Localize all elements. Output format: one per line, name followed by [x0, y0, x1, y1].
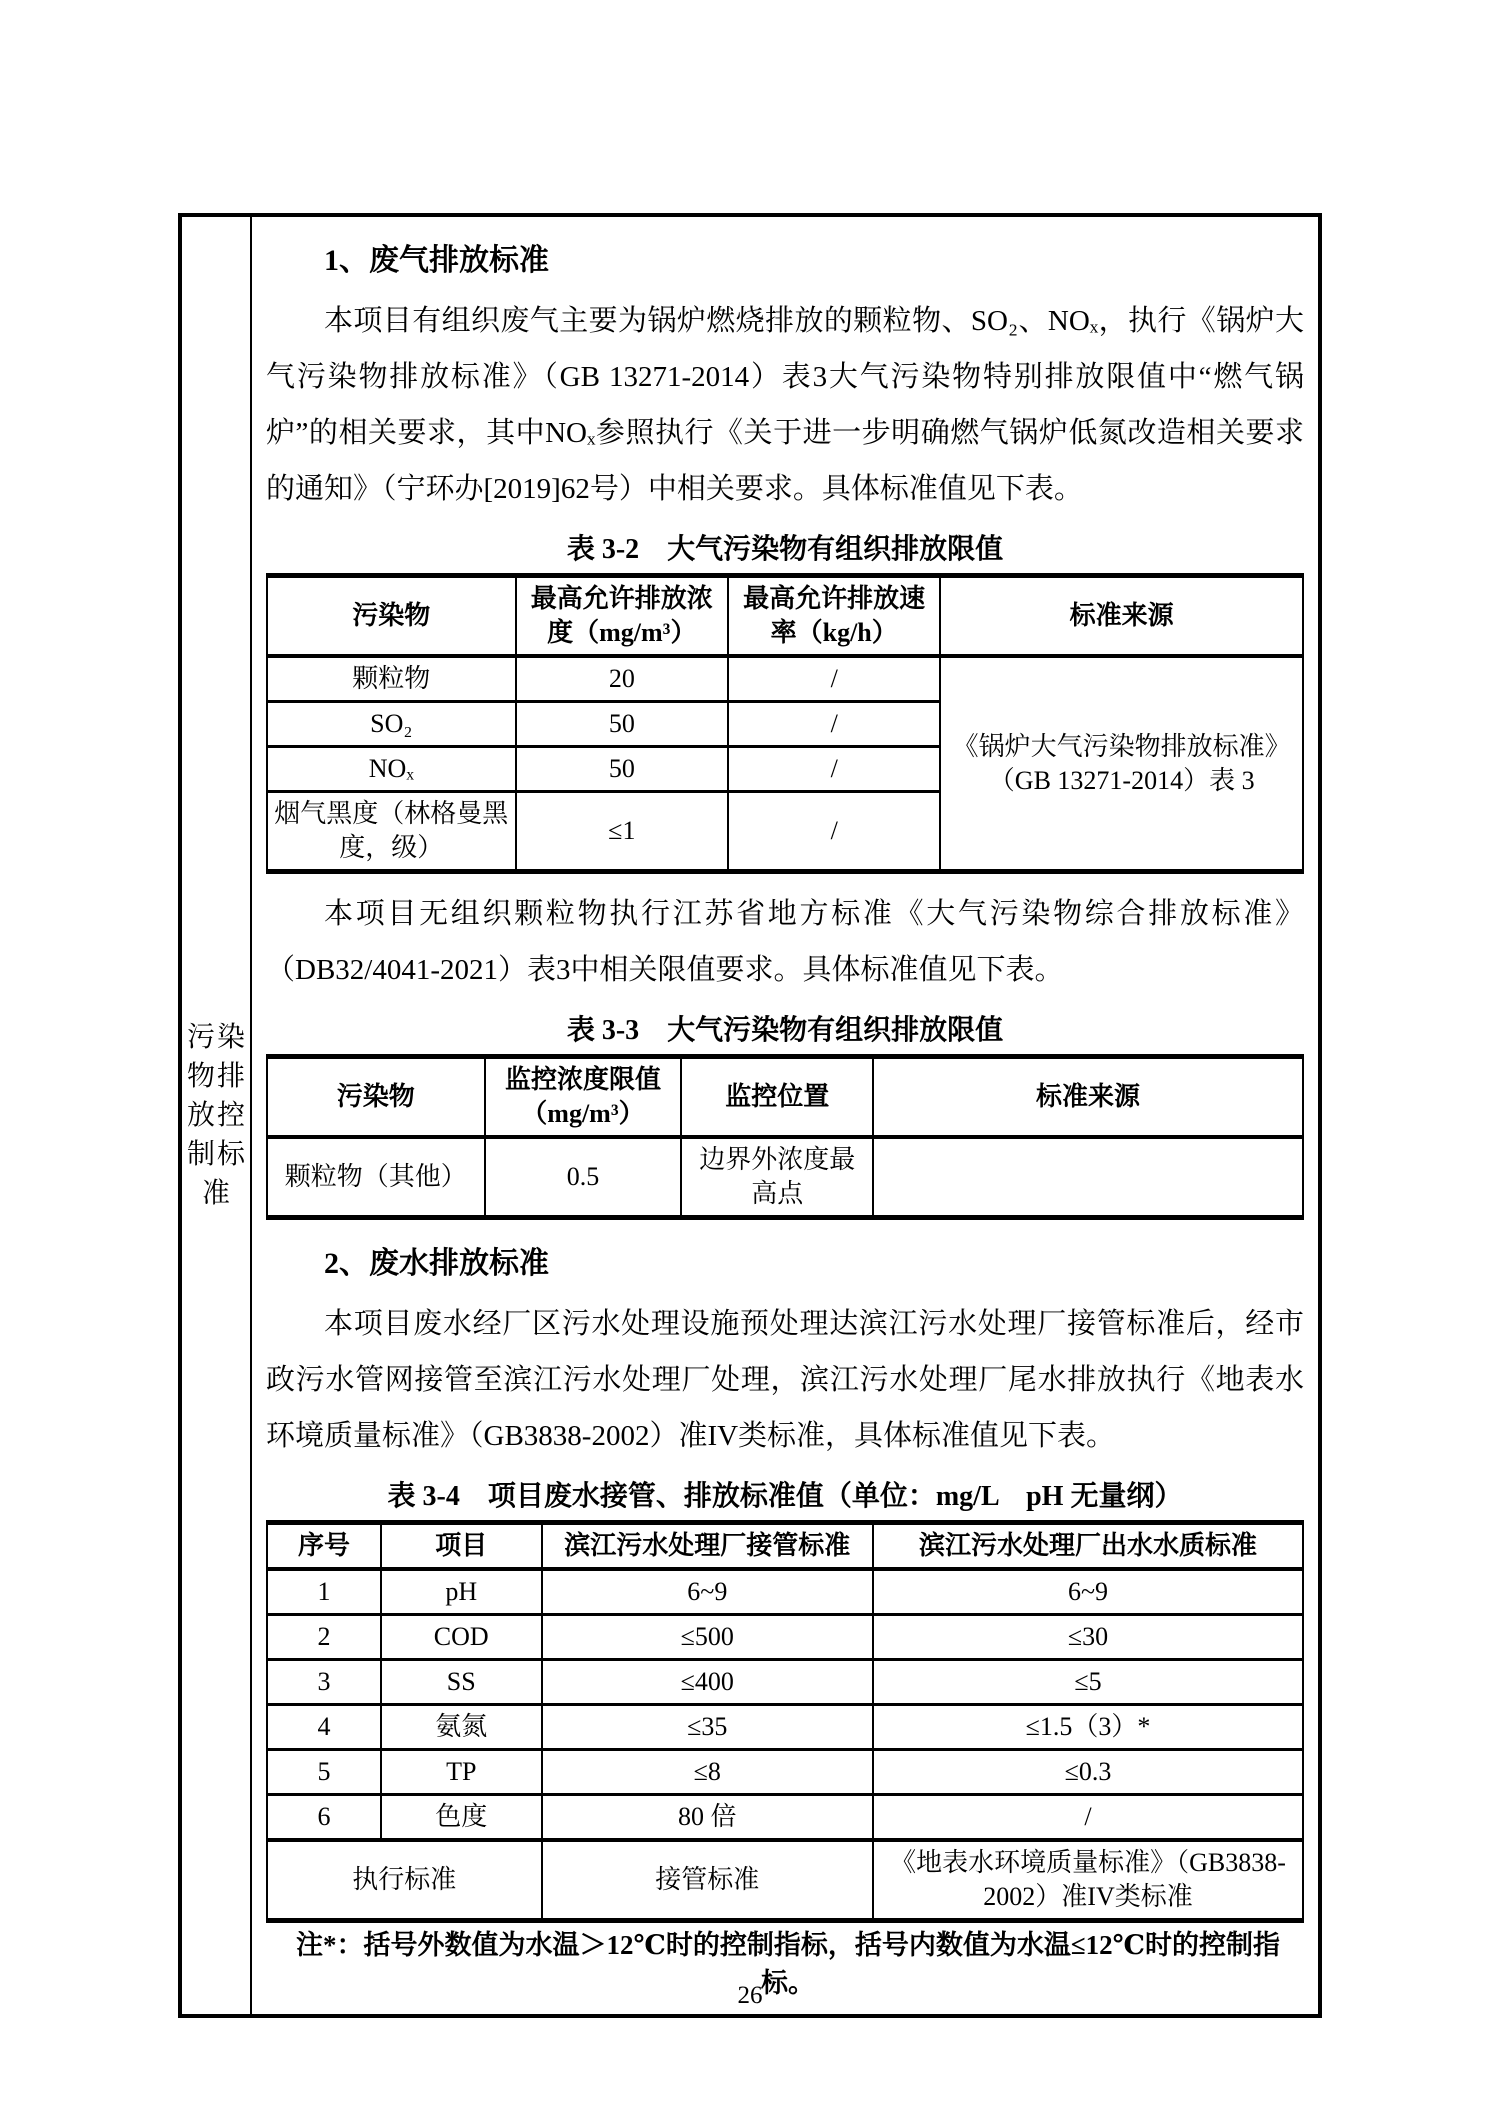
table-3-2: [266, 573, 1304, 874]
data-cell: 6~9: [873, 1569, 1303, 1615]
data-cell: 颗粒物: [267, 656, 516, 702]
header-cell: 标准来源: [873, 1057, 1303, 1138]
table-3-4-caption: 表 3-4 项目废水接管、排放标准值（单位：mg/L pH 无量纲）: [387, 1481, 1183, 1512]
data-cell: /: [873, 1795, 1303, 1841]
data-cell: ≤8: [542, 1750, 874, 1795]
data-cell: 边界外浓度最高点: [681, 1137, 873, 1218]
data-cell: 50: [516, 747, 728, 792]
table-footer-row: [267, 1840, 1303, 1921]
header-cell: 监控位置: [681, 1057, 873, 1138]
table-row: [267, 1137, 1303, 1218]
data-cell: 烟气黑度（林格曼黑度，级）: [267, 792, 516, 872]
table-row: [267, 1795, 1303, 1841]
data-cell: 50: [516, 702, 728, 747]
data-cell: ≤1: [516, 792, 728, 872]
page-number: 26: [737, 1982, 763, 2009]
data-cell: 3: [267, 1660, 381, 1705]
data-cell: NOₓ: [267, 747, 516, 792]
data-cell: SS: [381, 1660, 542, 1705]
data-cell: /: [728, 792, 940, 872]
data-cell: SO₂: [267, 702, 516, 747]
table-3-4: [266, 1520, 1304, 1923]
table-row: [267, 1660, 1303, 1705]
header-cell: 滨江污水处理厂接管标准: [542, 1523, 874, 1570]
header-cell: 最高允许排放浓度（mg/m³）: [516, 576, 728, 657]
data-cell: ≤1.5（3）*: [873, 1705, 1303, 1750]
header-cell: 污染物: [267, 576, 516, 657]
section-1-heading: 1、废气排放标准: [324, 244, 549, 277]
table-row: [267, 656, 1303, 702]
data-cell: TP: [381, 1750, 542, 1795]
data-cell: [873, 1137, 1303, 1218]
data-cell: 6~9: [542, 1569, 874, 1615]
data-cell: 0.5: [485, 1137, 682, 1218]
content-cell: [252, 217, 1318, 2014]
data-cell: 20: [516, 656, 728, 702]
data-cell: ≤35: [542, 1705, 874, 1750]
data-cell: ≤400: [542, 1660, 874, 1705]
header-cell: 滨江污水处理厂出水水质标准: [873, 1523, 1303, 1570]
data-cell: pH: [381, 1569, 542, 1615]
section-2-paragraph-1: 本项目废水经厂区污水处理设施预处理达滨江污水处理厂接管标准后，经市政污水管网接管至滨江污水处理厂处理，滨江污水处理厂尾水排放执行《地表水环境质量标准》（GB3838-2002）准IV类标准，具体标准值见下表。: [266, 1308, 1304, 1452]
table-row: [267, 1523, 1303, 1570]
data-cell: 2: [267, 1615, 381, 1660]
data-cell: /: [728, 747, 940, 792]
data-cell: 80 倍: [542, 1795, 874, 1841]
data-cell: /: [728, 702, 940, 747]
table-row: [267, 576, 1303, 657]
table-3-3: [266, 1054, 1304, 1220]
footer-label-cell: 执行标准: [267, 1840, 542, 1921]
header-cell: 序号: [267, 1523, 381, 1570]
table-row: [267, 1705, 1303, 1750]
footer-intake-cell: 接管标准: [542, 1840, 874, 1921]
data-cell: ≤500: [542, 1615, 874, 1660]
sidebar-label: 污染物排放控制标准: [187, 1022, 245, 1209]
section-1-paragraph-2: 本项目无组织颗粒物执行江苏省地方标准《大气污染物综合排放标准》（DB32/4041-2021）表3中相关限值要求。具体标准值见下表。: [266, 898, 1304, 986]
data-cell: 1: [267, 1569, 381, 1615]
data-cell: COD: [381, 1615, 542, 1660]
table-row: [267, 1057, 1303, 1138]
data-cell: 颗粒物（其他）: [267, 1137, 485, 1218]
data-cell: ≤30: [873, 1615, 1303, 1660]
table-row: [267, 1569, 1303, 1615]
table-3-2-caption: 表 3-2 大气污染物有组织排放限值: [566, 534, 1004, 565]
data-cell: ≤5: [873, 1660, 1303, 1705]
table-3-4-note: 注*：括号外数值为水温＞12℃时的控制指标，括号内数值为水温≤12℃时的控制指标。: [295, 1930, 1281, 1998]
data-cell: 色度: [381, 1795, 542, 1841]
table-3-3-caption: 表 3-3 大气污染物有组织排放限值: [566, 1015, 1004, 1046]
section-1-paragraph-1: 本项目有组织废气主要为锅炉燃烧排放的颗粒物、SO₂、NOₓ，执行《锅炉大气污染物排放标准》（GB 13271-2014）表3大气污染物特别排放限值中“燃气锅炉”的相关要求，其中NOₓ参照执行《关于进一步明确燃气锅炉低氮改造相关要求的通知》（宁环办[2019]62号）中相关要求。具体标准值见下表。: [266, 305, 1304, 505]
header-cell: 项目: [381, 1523, 542, 1570]
data-cell: 6: [267, 1795, 381, 1841]
table-row: [267, 1615, 1303, 1660]
header-cell: 监控浓度限值（mg/m³）: [485, 1057, 682, 1138]
section-2-heading: 2、废水排放标准: [324, 1247, 549, 1280]
header-cell: 标准来源: [940, 576, 1303, 657]
data-cell: 4: [267, 1705, 381, 1750]
pollution-standards-frame: [178, 213, 1322, 2018]
data-cell: 氨氮: [381, 1705, 542, 1750]
header-cell: 最高允许排放速率（kg/h）: [728, 576, 940, 657]
data-cell: 5: [267, 1750, 381, 1795]
data-cell: ≤0.3: [873, 1750, 1303, 1795]
data-cell: /: [728, 656, 940, 702]
header-cell: 污染物: [267, 1057, 485, 1138]
sidebar-cell: [182, 217, 252, 2014]
footer-out-cell: 《地表水环境质量标准》（GB3838-2002）准IV类标准: [873, 1840, 1303, 1921]
source-cell: 《锅炉大气污染物排放标准》（GB 13271-2014）表 3: [940, 656, 1303, 872]
table-row: [267, 1750, 1303, 1795]
